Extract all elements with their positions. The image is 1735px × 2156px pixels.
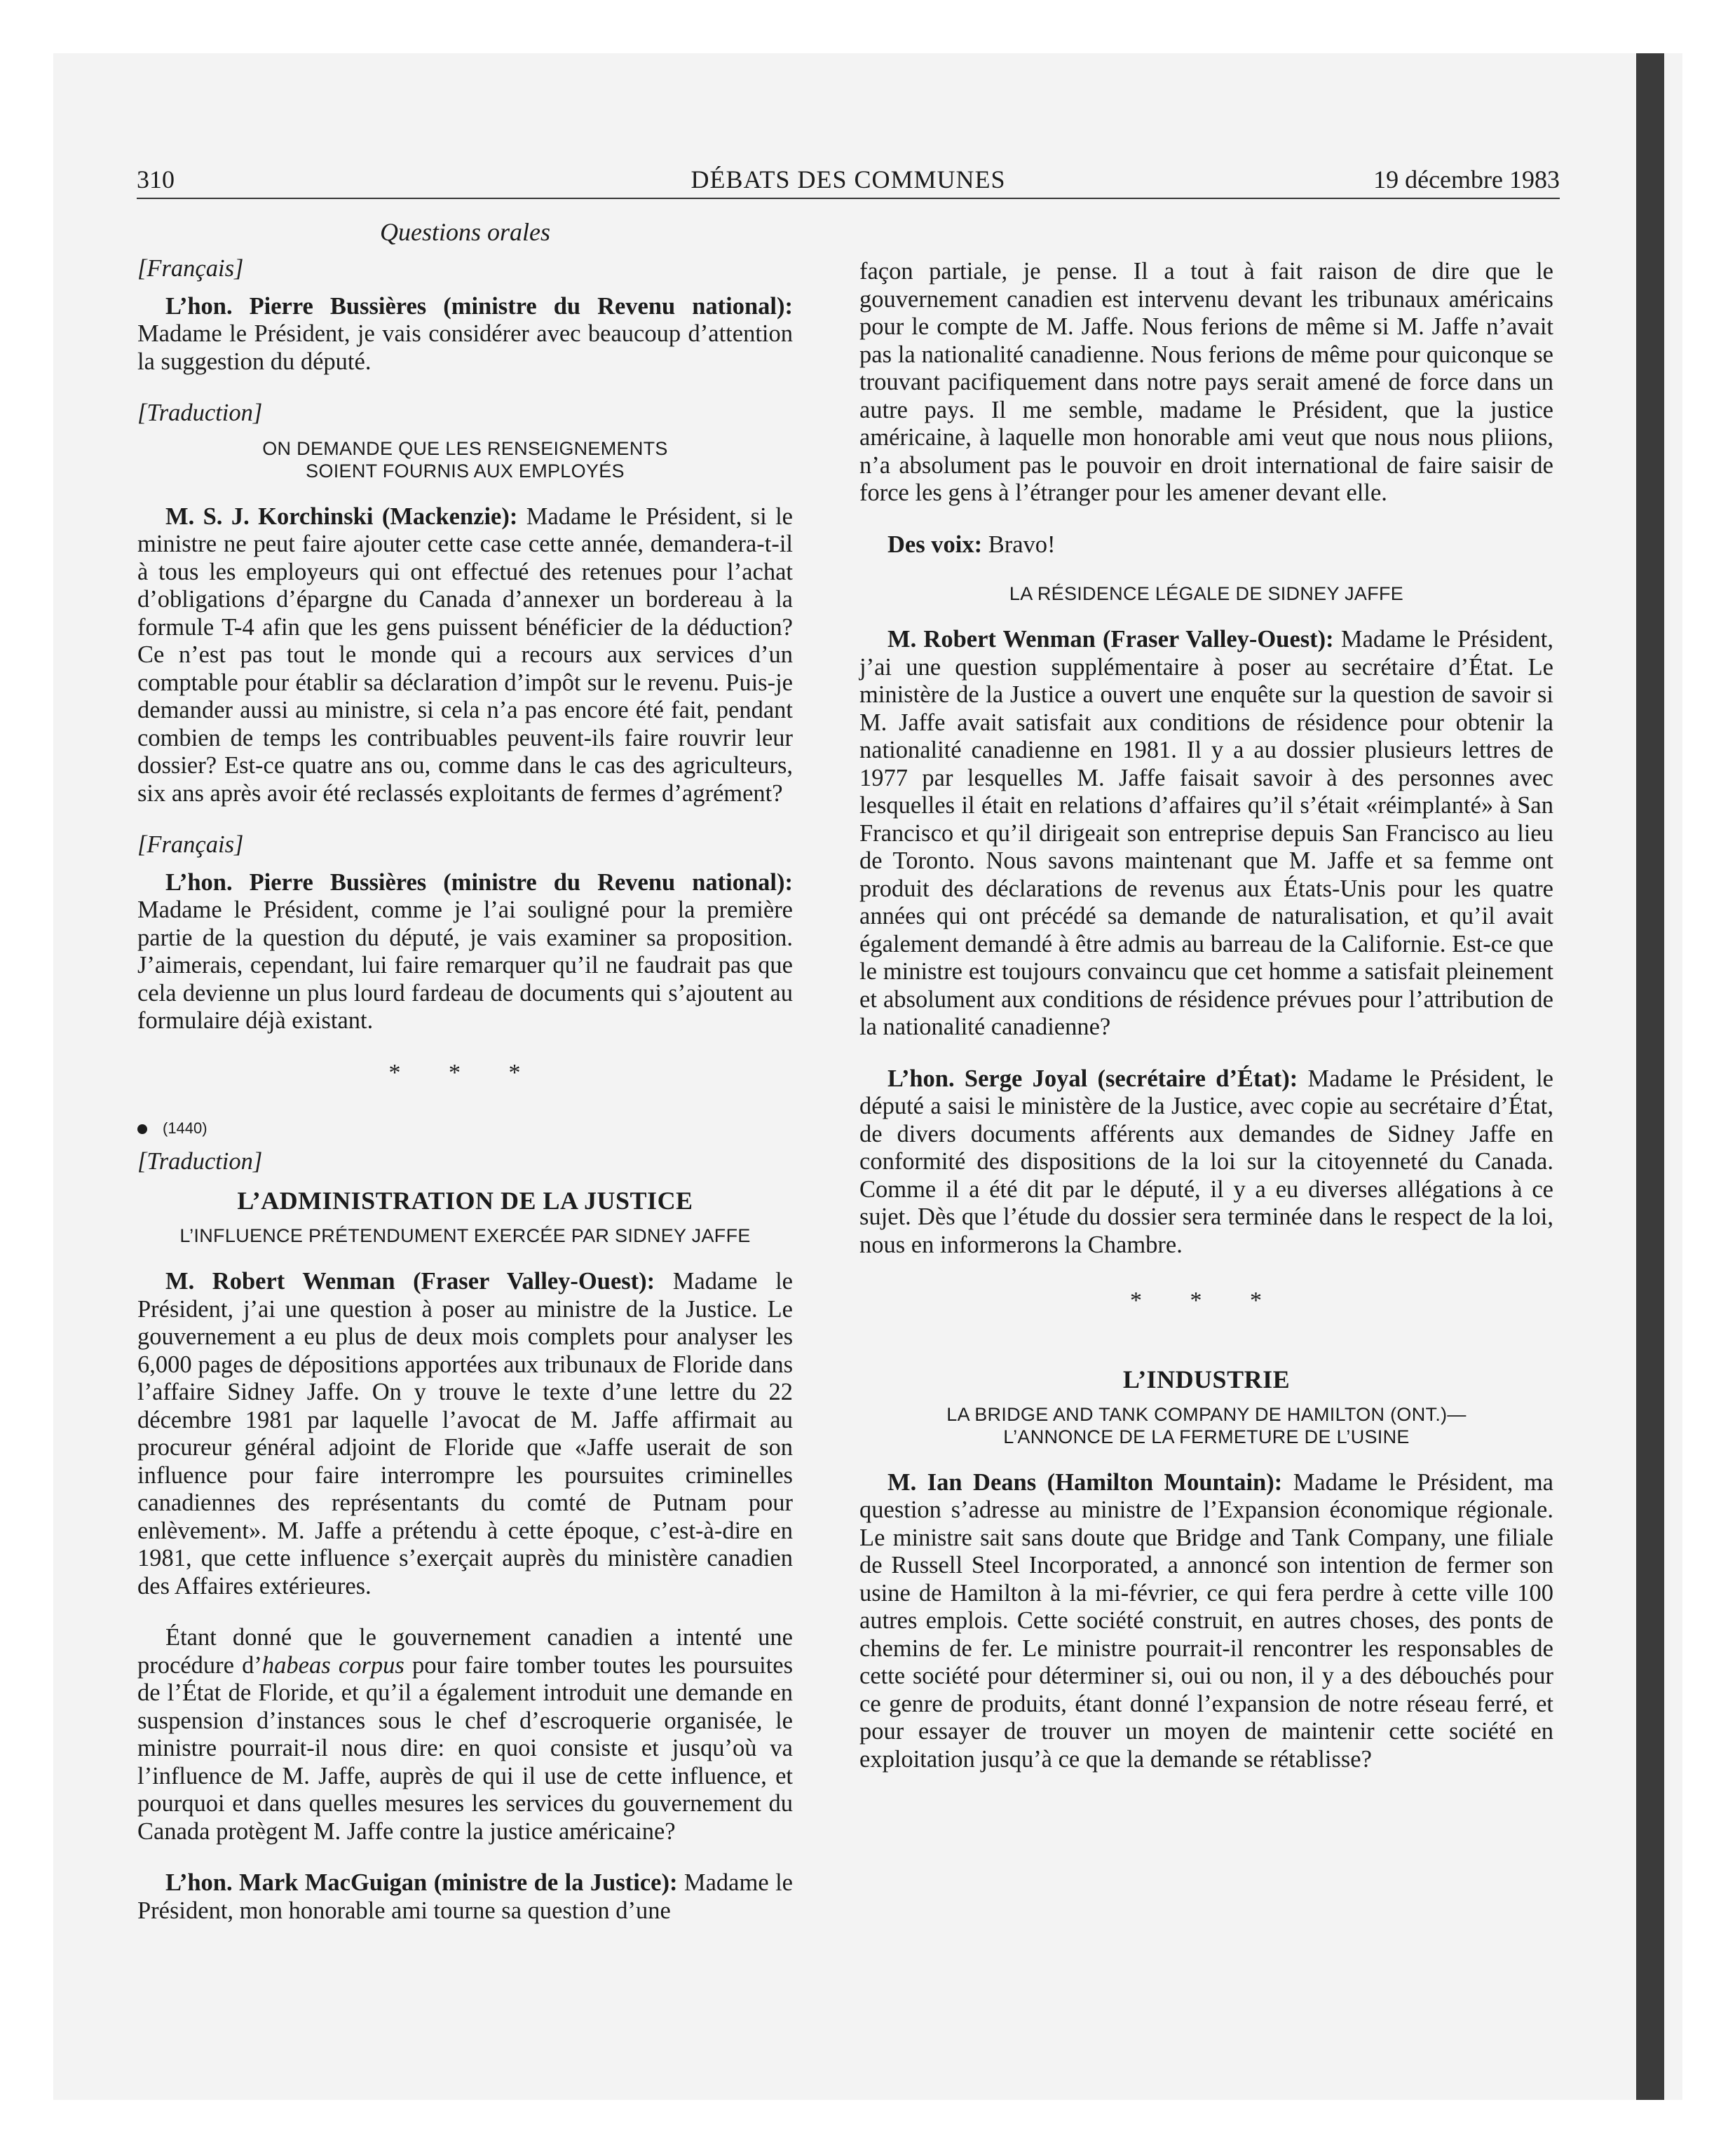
speaker-name: L’hon. Pierre Bussières (ministre du Revenu national):	[165, 868, 793, 896]
paragraph-text: Madame le Président, le député a saisi le ministère de la Justice, avec copie au secrétaire d’État, de divers documents afférents aux demandes de Sidney Jaffe en conformité des dispositions de la loi sur la citoyenneté du Canada. Comme il a été dit par le député, il y a eu diverses allégations à ce sujet. Dès que l’étude du dossier sera terminée dans le respect de la loi, nous en informerons la Chambre.	[859, 1065, 1553, 1258]
subheading: L’INFLUENCE PRÉTENDUMENT EXERCÉE PAR SIDNEY JAFFE	[179, 1225, 751, 1246]
publication-title: DÉBATS DES COMMUNES	[690, 165, 1006, 193]
time-marker	[137, 1114, 793, 1142]
paragraph	[137, 503, 793, 808]
paragraph-text: façon partiale, je pense. Il a tout à fait raison de dire que le gouvernement canadien est intervenu devant les tribunaux américains pour le compte de M. Jaffe. Nous ferions de même si M. Jaffe n’avait pas la nationalité canadienne. Nous ferions de même pour quiconque se trouvant pacifiquement dans notre pays serait amené de force dans un autre pays. Il me semble, madame le Président, que la justice américaine, à laquelle mon honorable ami veut que nous nous pliions, n’a absolument pas le pouvoir en droit international de faire saisir de force les gens à l’étranger pour les amener devant elle.	[859, 258, 1553, 506]
left-column	[137, 255, 793, 1949]
paragraph-text: Madame le Président, j’ai une question supplémentaire à poser au secrétaire d’État. Le ministère de la Justice a ouvert une enquête sur la question de savoir si M. Jaffe avait satisfait aux conditions de résidence pour obtenir la nationalité canadienne en 1981. Il y a au dossier plusieurs lettres de 1977 par lesquelles M. Jaffe faisait savoir à des personnes avec lesquelles il était en relations d’affaires qu’il s’était «réimplanté» à San Francisco et qu’il dirigeait son entreprise depuis San Francisco au lieu de Toronto. Nous savons maintenant que M. Jaffe et sa femme ont produit des déclarations de revenus aux États-Unis pour les quatre années qui ont précédé sa demande de naturalisation, et qu’il avait également demandé à être admis au barreau de la Californie. Est-ce que le ministre est toujours convaincu que cet homme a satisfait pleinement et absolument aux conditions de résidence prévues pour l’attribution de la nationalité canadienne?	[859, 626, 1553, 1040]
paragraph-text: Madame le Président, ma question s’adresse au ministre de l’Expansion économique régionale. Le ministre sait sans doute que Bridge and Tank Company, une filiale de Russell Steel Incorporated, a annoncé son intention de fermer son usine de Hamilton à la mi-février, ce qui fera perdre à cette ville 100 autres emplois. Cette société construit, en autres choses, des ponts de chemins de fer. Le ministre pourrait-il rencontrer les responsables de cette société pour déterminer si, oui ou non, il y a des débouchés pour ce genre de produits, étant donné l’expansion de notre réseau ferré, et pour essayer de trouver un moyen de maintenir cette société en exploitation jusqu’à ce que la demande se rétablisse?	[859, 1468, 1553, 1773]
paragraph	[137, 869, 793, 1035]
bullet-icon	[137, 1124, 147, 1134]
section-separator: * * *	[1130, 1288, 1283, 1314]
section-label: Questions orales	[380, 218, 550, 246]
running-header	[137, 163, 1560, 199]
speaker-name: L’hon. Serge Joyal (secrétaire d’État):	[887, 1065, 1298, 1092]
section-heading: L’INDUSTRIE	[1122, 1365, 1291, 1393]
paragraph	[859, 258, 1553, 507]
paragraph-text: Madame le Président, mon honorable ami tourne sa question d’une	[137, 1869, 793, 1924]
subheading: LA RÉSIDENCE LÉGALE DE SIDNEY JAFFE	[1009, 583, 1404, 604]
speaker-name: M. S. J. Korchinski (Mackenzie):	[165, 503, 518, 530]
paragraph-text: Madame le Président, si le ministre ne peut faire ajouter cette case cette année, demandera-t-il à tous les employeurs qui ont effectué des retenues pour l’achat d’obligations d’épargne du Canada d’annexer un bordereau à la formule T-4 afin que les gens puissent bénéficier de la déduction? Ce n’est pas tout le monde qui a recours aux services d’un comptable pour établir sa déclaration d’impôt sur le revenu. Puis-je demander aussi au ministre, si cela n’a pas encore été fait, pendant combien de temps les contribuables peuvent-ils faire rouvrir leur dossier? Est-ce quatre ans ou, comme dans le cas des agriculteurs, six ans après avoir été reclassés exploitants de fermes d’agrément?	[137, 503, 793, 807]
binding-edge	[1636, 53, 1664, 2100]
paragraph-text: Madame le Président, comme je l’ai souligné pour la première partie de la question du député, je vais examiner sa proposition. J’aimerais, cependant, lui faire remarquer qu’il ne faudrait pas que cela devienne un plus lourd fardeau de documents qui s’ajoutent au formulaire déjà existant.	[137, 896, 793, 1034]
page-date: 19 décembre 1983	[1373, 165, 1560, 193]
paragraph-text: Étant donné que le gouvernement canadien a intenté une procédure d’	[137, 1624, 793, 1679]
paragraph-text: pour faire tomber toutes les poursuites de l’État de Floride, et qu’il a également introduit une demande en suspension d’instances sous le chef d’escroquerie organisée, le ministre pourrait-il nous dire: en quoi consiste et jusqu’où va l’influence de M. Jaffe, auprès de qui il use de cette influence, et pourquoi et dans quelles mesures les services du gouvernement du Canada protègent M. Jaffe contre la justice américaine?	[137, 1651, 793, 1845]
language-tag: [Traduction]	[137, 400, 263, 426]
speaker-name: Des voix:	[887, 531, 983, 558]
time-marker-text: (1440)	[163, 1119, 207, 1137]
speaker-name: M. Robert Wenman (Fraser Valley-Ouest):	[887, 626, 1334, 653]
page-number: 310	[137, 165, 175, 193]
speaker-name: M. Robert Wenman (Fraser Valley-Ouest):	[165, 1268, 655, 1295]
language-tag: [Français]	[137, 255, 244, 282]
subheading: ON DEMANDE QUE LES RENSEIGNEMENTS SOIENT FOURNIS AUX EMPLOYÉS	[262, 437, 668, 482]
speaker-name: L’hon. Pierre Bussières (ministre du Revenu national):	[165, 292, 793, 320]
paragraph-text: Bravo!	[982, 531, 1056, 558]
paragraph	[859, 1065, 1553, 1260]
language-tag: [Français]	[137, 831, 244, 858]
paragraph	[137, 1268, 793, 1600]
paragraph	[859, 1469, 1553, 1774]
paragraph	[859, 531, 1553, 559]
right-column	[859, 258, 1553, 1797]
speaker-name: M. Ian Deans (Hamilton Mountain):	[887, 1468, 1283, 1496]
subheading: LA BRIDGE AND TANK COMPANY DE HAMILTON (ONT.)— L’ANNONCE DE LA FERMETURE DE L’USINE	[946, 1403, 1467, 1447]
paragraph	[137, 293, 793, 376]
speaker-name: L’hon. Mark MacGuigan (ministre de la Justice):	[165, 1869, 678, 1896]
emphasis-text: habeas corpus	[261, 1651, 404, 1679]
paragraph-text: Madame le Président, je vais considérer avec beaucoup d’attention la suggestion du député.	[137, 320, 793, 375]
section-separator: * * *	[388, 1059, 542, 1086]
paragraph	[137, 1869, 793, 1925]
paragraph	[859, 626, 1553, 1042]
language-tag: [Traduction]	[137, 1147, 263, 1175]
paragraph	[137, 1624, 793, 1845]
section-heading: L’ADMINISTRATION DE LA JUSTICE	[237, 1187, 693, 1215]
paragraph-text: Madame le Président, j’ai une question à poser au ministre de la Justice. Le gouvernement a eu plus de deux mois complets pour analyser les 6,000 pages de dépositions apportées aux tribunaux de Floride dans l’affaire Sidney Jaffe. On y trouve le texte d’une lettre du 22 décembre 1981 par laquelle l’avocat de M. Jaffe affirmait au procureur général adjoint de Floride que «Jaffe userait de son influence pour faire interrompre les poursuites criminelles canadiennes des représentants du comté de Putnam pour enlèvement». M. Jaffe a prétendu à cette époque, c’est-à-dire en 1981, que cette influence s’exerçait auprès du ministère canadien des Affaires extérieures.	[137, 1268, 793, 1599]
